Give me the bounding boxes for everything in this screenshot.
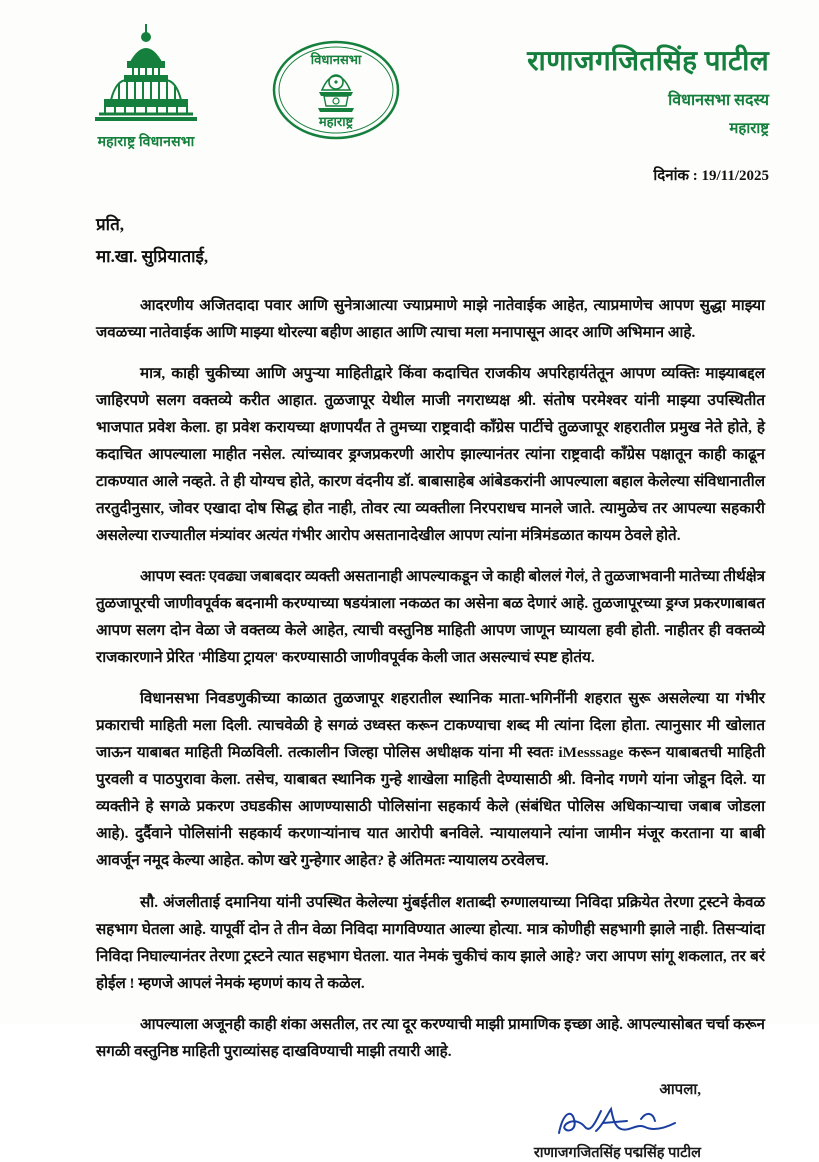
letterhead xyxy=(0,0,819,155)
svg-text:विधानसभा: विधानसभा xyxy=(310,52,362,67)
body-paragraph: आपण स्वतः एवढ्या जबाबदार व्यक्ती असतानाही आपल्याकडून जे काही बोललं गेलं, ते तुळजाभवानी मातेच्या तीर्थक्षेत्र तुळजापूरची जाणीवपूर्वक बदनामी करण्याच्या षडयंत्राला नकळत का असेना बळ देणारं आहे. तुळजापूरच्या ड्रग्ज प्रकरणाबाबत आपण सलग दोन वेळा जे वक्तव्य केले आहेत, त्याची वस्तुनिष्ठ माहिती आपण जाणून घ्यायला हवी होती. नाहीतर ही वक्तव्ये राजकारणाने प्रेरित 'मीडिया ट्रायल' करण्यासाठी जाणीवपूर्वक केली जात असल्याचं स्पष्ट होतंय. xyxy=(96,568,765,667)
ashoka-pillar-emblem-icon xyxy=(256,38,416,146)
body-paragraph: आपल्याला अजूनही काही शंका असतील, तर त्या दूर करण्याची माझी प्रामाणिक इच्छा आहे. आपल्यासोबत चर्चा करून सगळी वस्तुनिष्ठ माहिती पुराव्यांसह दाखविण्याची माझी तयारी आहे. xyxy=(96,1015,765,1060)
member-name: राणाजगजितसिंह पाटील xyxy=(527,46,769,77)
signatory-name: राणाजगजितसिंह पद्मसिंह पाटील xyxy=(533,1144,701,1161)
member-state: महाराष्ट्र xyxy=(729,121,769,138)
left-emblem-caption: महाराष्ट्र विधानसभा xyxy=(97,135,195,150)
body-paragraph: विधानसभा निवडणुकीच्या काळात तुळजापूर शहरातील स्थानिक माता-भगिनींनी शहरात सुरू असलेल्या या गंभीर प्रकाराची माहिती मला दिली. त्याचवेळी हे सगळं उध्वस्त करून टाकण्याचा शब्द मी त्यांना दिला होता. त्यानुसार मी खोलात जाऊन याबाबत माहिती मिळविली. तत्कालीन जिल्हा पोलिस अधीक्षक यांना मी स्वतः iMesssage करून याबाबतची माहिती पुरवली व पाठपुरावा केला. तसेच, याबाबत स्थानिक गुन्हे शाखेला माहिती देण्यासाठी श्री. विनोद गणगे यांना जोडून दिले. या व्यक्तीने हे सगळे प्रकरण उघडकीस आणण्यासाठी पोलिसांना सहकार्य केले (संबंधित पोलिस अधिकाऱ्याचा जबाब जोडला आहे). दुर्दैवाने पोलिसांनी सहकार्य करणाऱ्यांनाच यात आरोपी बनविले. न्यायालयाने त्यांना जामीन मंजूर करताना या बाबी आवर्जून नमूद केल्या आहेत. कोण खरे गुन्हेगार आहेत? हे अंतिमतः न्यायालय ठरवेलच. xyxy=(96,690,765,870)
date-line: दिनांक : 19/11/2025 xyxy=(653,168,769,184)
member-designation: विधानसभा सदस्य xyxy=(668,92,769,110)
letter-body xyxy=(0,274,819,1162)
addressee-block xyxy=(0,185,819,274)
letterhead-titles xyxy=(426,22,775,138)
body-paragraph: सौ. अंजलीताई दमानिया यांनी उपस्थित केलेल्या मुंबईतील शताब्दी रुग्णालयाच्या निविदा प्रक्रियेत तेरणा ट्रस्टने केवळ सहभाग घेतला आहे. यापूर्वी दोन ते तीन वेळा निविदा मागविण्यात आल्या होत्या. मात्र कोणीही सहभागी झाले नाही. तिसऱ्यांदा निविदा निघाल्यानंतर तेरणा ट्रस्टने त्यात सहभाग घेतला. यात नेमकं चुकीचं काय झाले आहे? जरा आपण सांगू शकलात, तर बरं होईल ! म्हणजे आपलं नेमकं म्हणणं काय ते कळेल. xyxy=(96,893,765,992)
signature-block xyxy=(96,1079,765,1162)
body-paragraph: मात्र, काही चुकीच्या आणि अपुऱ्या माहितीद्वारे किंवा कदाचित राजकीय अपरिहार्यतेतून आपण व्यक्तिः माझ्याबद्दल जाहिरपणे सलग वक्तव्ये करीत आहात. तुळजापूर येथील माजी नगराध्यक्ष श्री. संतोष परमेश्वर यांनी माझ्या उपस्थितीत भाजपात प्रवेश केला. हा प्रवेश करायच्या क्षणापर्यंत ते तुमच्या राष्ट्रवादी काँग्रेस पार्टीचे तुळजापूर शहरातील प्रमुख नेते होते, हे कदाचित आपल्याला माहीत नसेल. त्यांच्यावर ड्रग्जप्रकरणी आरोप झाल्यानंतर त्यांना राष्ट्रवादी काँग्रेस पक्षातून काही काढून टाकण्यात आले नव्हते. ते ही योग्यच होते, कारण वंदनीय डॉ. बाबासाहेब आंबेडकरांनी आपल्याला बहाल केलेल्या संविधानातील तरतुदीनुसार, जोवर एखादा दोष सिद्ध होत नाही, तोवर त्या व्यक्तीला निरपराधच मानले जाते. त्यामुळेच तर आपल्या सहकारी असलेल्या राज्यातील मंत्र्यांवर अत्यंत गंभीर आरोप असतानादेखील आपण त्यांना मंत्रिमंडळात कायम ठेवले होते. xyxy=(96,364,765,544)
handwritten-signature-icon xyxy=(96,1101,701,1141)
svg-text:महाराष्ट्र: महाराष्ट्र xyxy=(318,114,354,129)
addressee-line-1: प्रति, xyxy=(96,215,125,234)
body-paragraph: आदरणीय अजितदादा पवार आणि सुनेत्राआत्या ज्याप्रमाणे माझे नातेवाईक आहेत, त्याप्रमाणेच आपण सुद्धा माझ्या जवळच्या नातेवाईक आणि माझ्या थोरल्या बहीण आहात आणि त्याचा मला मनापासून आदर आणि अभिमान आहे. xyxy=(96,296,765,341)
vidhan-bhavan-dome-icon xyxy=(81,22,211,130)
letterhead-center-emblem xyxy=(246,22,426,146)
addressee-line-2: मा.खा. सुप्रियाताई, xyxy=(96,247,209,267)
letterhead-left-emblem xyxy=(46,22,246,151)
signature-salutation: आपला, xyxy=(659,1081,701,1098)
